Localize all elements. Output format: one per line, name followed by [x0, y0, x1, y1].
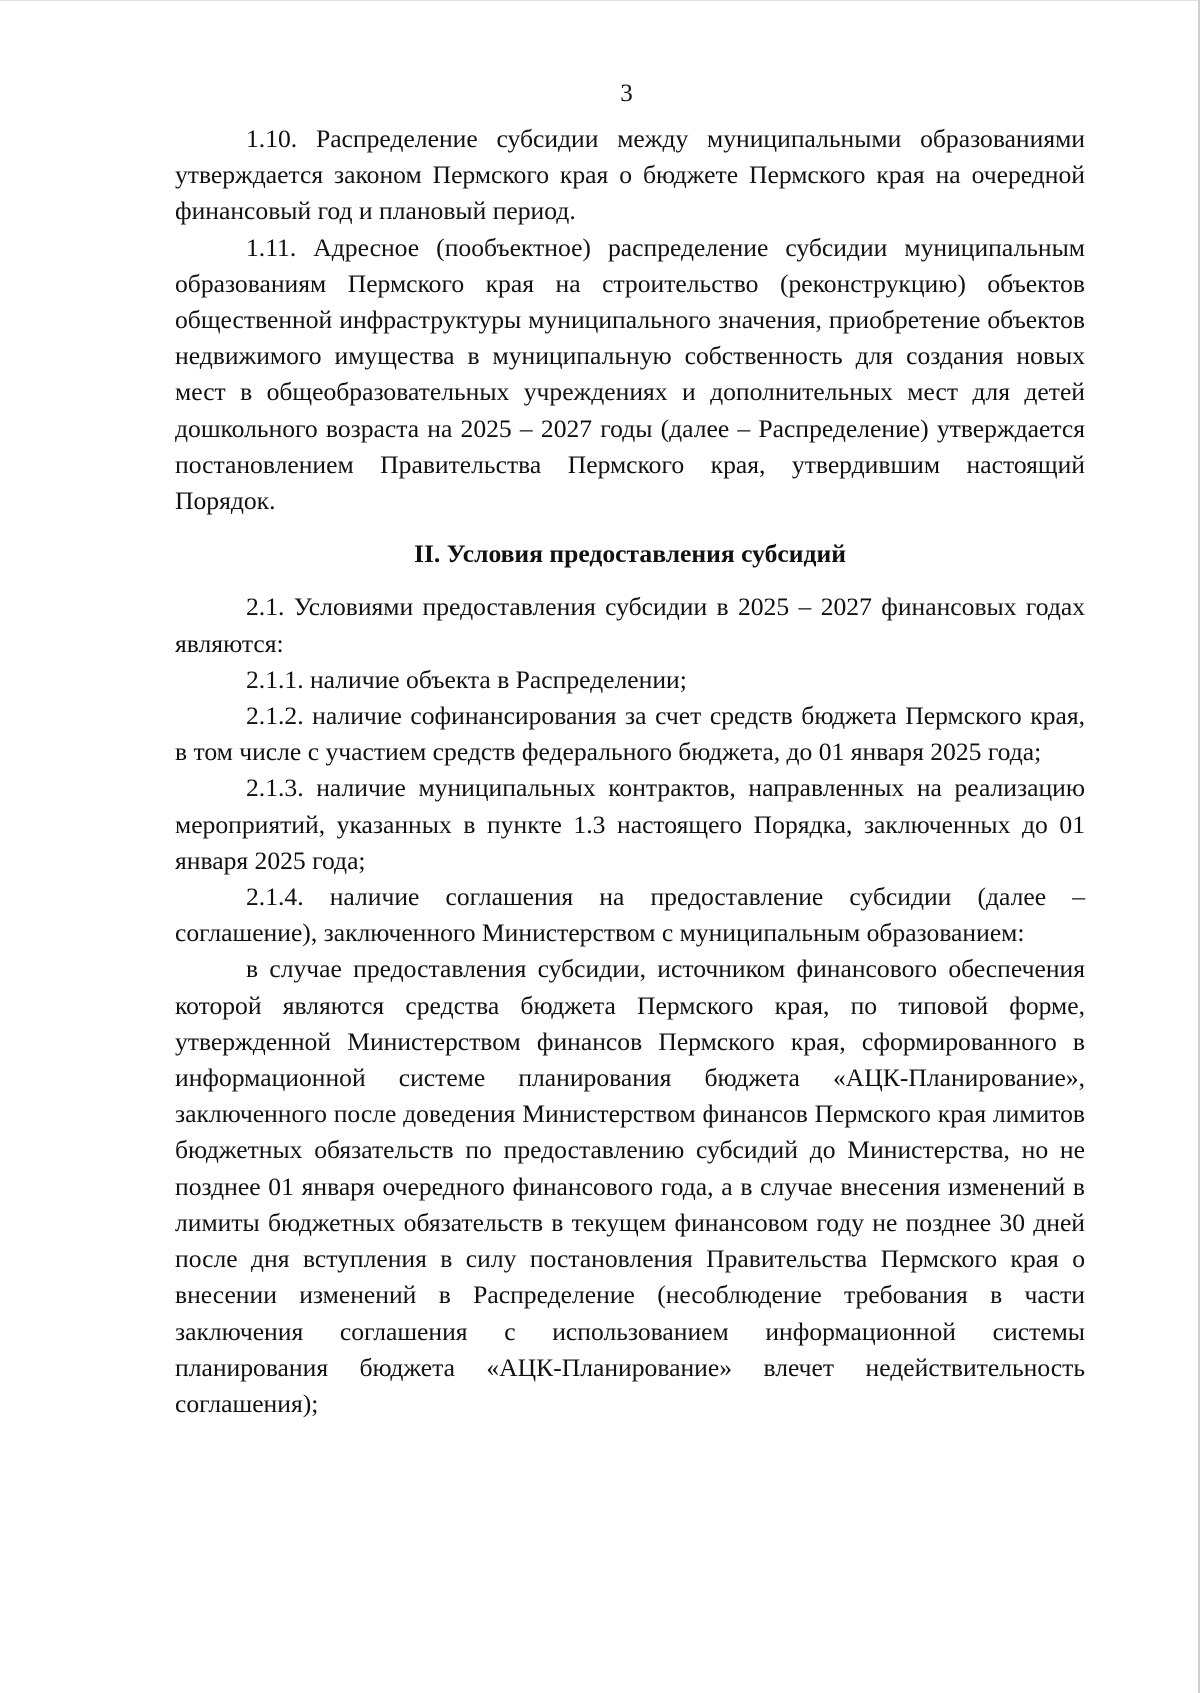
- section-heading: II. Условия предоставления субсидий: [414, 539, 846, 569]
- paragraph-2-1: 2.1. Условиями предоставления субсидии в 2025 – 2027 финансовых годах являются:: [175, 592, 1085, 658]
- paragraph-1-11: 1.11. Адресное (пообъектное) распределение субсидии муниципальным образованиям Пермского края на строительство (реконструкцию) объектов общественной инфраструктуры муниципального значения, приобретение объектов недвижимого имущества в муниципальную собственность для создания новых мест в общеобразовательных учреждениях и дополнительных мест для детей дошкольного возраста на 2025 – 2027 годы (далее – Распределение) утверждается постановлением Правительства Пермского края, утвердившим настоящий Порядок.: [175, 232, 1085, 516]
- paragraph-1-10: 1.10. Распределение субсидии между муниципальными образованиями утверждается законом Пермского края о бюджете Пермского края на очередной финансовый год и плановый период.: [175, 124, 1085, 226]
- paragraph-2-1-3: 2.1.3. наличие муниципальных контрактов, направленных на реализацию мероприятий, указанных в пункте 1.3 настоящего Порядка, заключенных до 01 января 2025 года;: [175, 773, 1085, 875]
- document-body: [175, 121, 1085, 1422]
- paragraph-2-1-1: 2.1.1. наличие объекта в Распределении;: [246, 664, 687, 694]
- scan-edge-top: [0, 0, 1200, 1]
- paragraph-2-1-2: 2.1.2. наличие софинансирования за счет средств бюджета Пермского края, в том числе с участием средств федерального бюджета, до 01 января 2025 года;: [175, 701, 1085, 767]
- page-number: 3: [620, 80, 633, 107]
- paragraph-2-1-4-case: в случае предоставления субсидии, источником финансового обеспечения которой являются средства бюджета Пермского края, по типовой форме, утвержденной Министерством финансов Пермского края, сформированного в информационной системе планирования бюджета «АЦК-Планирование», заключенного после доведения Министерством финансов Пермского края лимитов бюджетных обязательств по предоставлению субсидий до Министерства, но не позднее 01 января очередного финансового года, а в случае внесения изменений в лимиты бюджетных обязательств в текущем финансовом году не позднее 30 дней после дня вступления в силу постановления Правительства Пермского края о внесении изменений в Распределение (несоблюдение требования в части заключения соглашения с использованием информационной системы планирования бюджета «АЦК-Планирование» влечет недействительность соглашения);: [175, 954, 1085, 1418]
- paragraph-2-1-4: 2.1.4. наличие соглашения на предоставление субсидии (далее – соглашение), заключенного Министерством с муниципальным образованием:: [175, 882, 1085, 948]
